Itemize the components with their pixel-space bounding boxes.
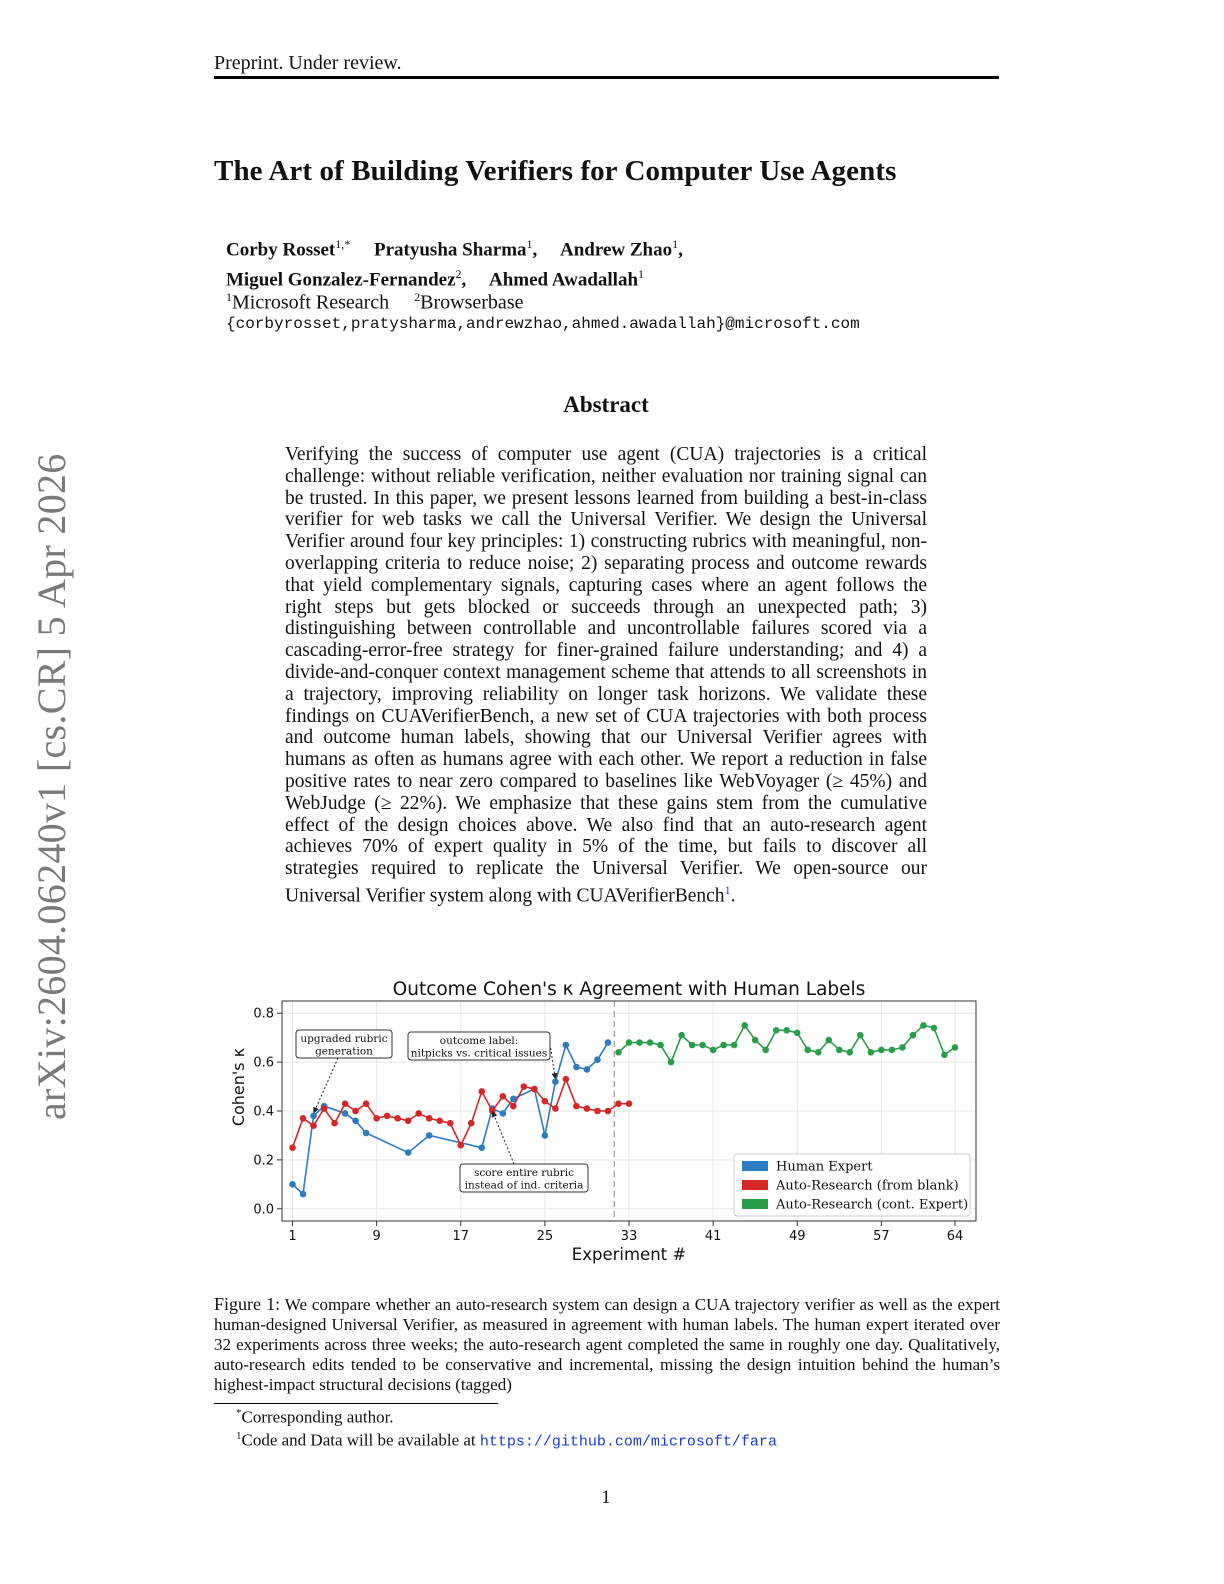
x-tick-label: 33	[620, 1229, 638, 1244]
abstract-heading: Abstract	[563, 392, 649, 417]
footnote-text: Corresponding author.	[241, 1407, 394, 1427]
data-point	[868, 1049, 875, 1056]
author-affil-mark: 1	[638, 267, 645, 282]
data-point	[563, 1042, 570, 1049]
data-point	[584, 1105, 591, 1112]
data-point	[542, 1132, 549, 1139]
legend-label: Auto-Research (cont. Expert)	[776, 1197, 969, 1213]
data-point	[521, 1083, 528, 1090]
legend-swatch	[742, 1161, 768, 1171]
kappa-chart	[214, 972, 1000, 1272]
data-point	[952, 1044, 959, 1051]
data-point	[804, 1047, 811, 1054]
y-tick-label: 0.8	[253, 1006, 274, 1022]
caption-label: Figure 1:	[214, 1294, 281, 1314]
annotation-text: nitpicks vs. critical issues	[410, 1047, 548, 1060]
data-point	[920, 1022, 927, 1029]
y-axis-label: Cohen's κ	[229, 1047, 248, 1127]
repo-link[interactable]: https://github.com/microsoft/fara	[479, 1433, 777, 1451]
legend-label: Auto-Research (from blank)	[776, 1178, 959, 1194]
data-point	[689, 1042, 696, 1049]
author-name: Corby Rosset	[226, 239, 336, 261]
data-point	[394, 1115, 401, 1122]
data-point	[405, 1117, 412, 1124]
x-tick-label: 57	[873, 1229, 890, 1244]
data-point	[825, 1037, 832, 1044]
data-point	[626, 1039, 633, 1046]
author-affil-mark: 2	[455, 267, 462, 282]
data-point	[836, 1047, 843, 1054]
author-name: Ahmed Awadallah	[488, 269, 639, 291]
data-point	[878, 1047, 885, 1054]
data-point	[857, 1032, 864, 1039]
annotation-text: instead of ind. criteria	[464, 1179, 584, 1192]
arxiv-identifier: arXiv:2604.06240v1 [cs.CR] 5 Apr 2026	[29, 453, 74, 1120]
x-tick-label: 25	[536, 1229, 554, 1244]
data-point	[352, 1108, 359, 1115]
footnote-mark: 1	[236, 1430, 242, 1442]
x-tick-label: 1	[288, 1229, 297, 1244]
header-rule	[214, 76, 999, 79]
data-point	[773, 1027, 780, 1034]
y-tick-label: 0.2	[253, 1153, 274, 1169]
abstract-body: Verifying the success of computer use agent (CUA) trajectories is a critical challenge: without reliable verification, neither evaluation nor training signal can be trusted. In this paper, we present lessons learned from building a best-in-class verifier for web tasks we call the Universal Verifier. We design the Universal Verifier around four key principles: 1) constructing rubrics with meaningful, non-overlapping criteria to reduce noise; 2) separating process and outcome rewards that yield complementary signals, capturing cases where an agent follows the right steps but gets blocked or succeeds through an unexpected path; 3) distinguishing between controllable and uncontrollable failures scored via a cascading-error-free strategy for finer-grained failure understanding; and 4) a divide-and-conquer context management scheme that attends to all screenshots in a trajectory, improving reliability on longer task horizons. We validate these findings on CUAVerifierBench, a new set of CUA trajectories with both process and outcome human labels, showing that our Universal Verifier agrees with humans as often as humans agree with each other. We report a reduction in false positive rates to near zero compared to baselines like WebVoyager (≥ 45%) and WebJudge (≥ 22%). We emphasize that these gains stem from the cumulative effect of the design choices above. We also find that an auto-research agent achieves 70% of expert quality in 5% of the time, but fails to discover all strategies required to replicate the Universal Verifier. We open-source our Universal Verifier system along with CUAVerifierBench$^1$.	[285, 444, 927, 907]
footnote-code	[236, 1430, 777, 1451]
data-point	[699, 1042, 706, 1049]
affil-mark: 1	[226, 290, 232, 304]
page-number: 1	[601, 1487, 611, 1508]
legend-label: Human Expert	[776, 1159, 873, 1175]
data-point	[510, 1103, 517, 1110]
data-point	[657, 1042, 664, 1049]
affil-mark: 2	[414, 290, 421, 304]
data-point	[478, 1088, 485, 1095]
data-point	[731, 1042, 738, 1049]
data-point	[447, 1120, 454, 1127]
data-point	[573, 1064, 580, 1071]
footnote-corresponding	[236, 1407, 394, 1428]
data-point	[626, 1100, 633, 1107]
author-affil-mark: 1,*	[335, 237, 351, 251]
x-tick-label: 17	[452, 1229, 470, 1244]
data-point	[910, 1032, 917, 1039]
data-point	[605, 1108, 612, 1115]
data-point	[752, 1037, 759, 1044]
data-point	[815, 1049, 822, 1056]
y-tick-label: 0.6	[253, 1055, 274, 1071]
data-point	[500, 1093, 507, 1100]
data-point	[331, 1120, 338, 1127]
affiliation: Browserbase	[420, 291, 524, 314]
data-point	[363, 1130, 370, 1137]
author-line-1: Corby Rosset$^{1,*}$ Pratyusha Sharma$^1$, Andrew Zhao$^1$,	[226, 237, 683, 261]
author-name: Andrew Zhao	[560, 239, 673, 261]
data-point	[741, 1022, 748, 1029]
footnote-text: Code and Data will be available at	[241, 1430, 480, 1450]
author-emails: {corbyrosset,pratysharma,andrewzhao,ahmed.awadallah}@microsoft.com	[226, 315, 860, 333]
data-point	[310, 1122, 317, 1129]
x-tick-label: 9	[372, 1229, 381, 1244]
data-point	[552, 1078, 559, 1085]
affiliation: Microsoft Research	[232, 291, 390, 314]
footnote-link[interactable]: 1	[724, 882, 731, 897]
data-point	[352, 1117, 359, 1124]
caption-text: We compare whether an auto-research system can design a CUA trajectory verifier as well as the expert human-designed Universal Verifier, as measured in agreement with human labels. The human expert iterated over 32 experiments across three weeks; the auto-research agent completed the same in roughly one day. Qualitatively, auto-research edits tended to be conservative and incremental, missing the design intuition behind the human’s highest-impact structural decisions (tagged)	[214, 1295, 1001, 1394]
data-point	[426, 1115, 433, 1122]
data-point	[300, 1191, 307, 1198]
author-name: Miguel Gonzalez-Fernandez	[226, 269, 456, 291]
data-point	[321, 1105, 328, 1112]
annotation-text: outcome label:	[439, 1035, 519, 1047]
author-affil-mark: 1	[526, 237, 533, 251]
data-point	[563, 1076, 570, 1083]
annotation-arrow	[492, 1111, 514, 1164]
running-head: Preprint. Under review.	[214, 52, 402, 74]
author-affil-mark: 1	[672, 237, 679, 251]
legend-swatch	[742, 1199, 768, 1209]
y-tick-label: 0.4	[253, 1104, 274, 1120]
data-point	[783, 1027, 790, 1034]
data-point	[899, 1044, 906, 1051]
y-tick-label: 0.0	[253, 1202, 274, 1218]
footnote-mark: *	[236, 1407, 242, 1419]
paper-title: The Art of Building Verifiers for Computer Use Agents	[214, 155, 897, 187]
data-point	[542, 1098, 549, 1105]
data-point	[363, 1100, 370, 1107]
data-point	[436, 1117, 443, 1124]
affiliations	[226, 290, 523, 315]
data-point	[573, 1103, 580, 1110]
data-point	[468, 1120, 475, 1127]
data-point	[647, 1039, 654, 1046]
series-group	[615, 1022, 958, 1065]
data-point	[594, 1056, 601, 1063]
data-point	[531, 1086, 538, 1093]
x-tick-label: 41	[704, 1229, 722, 1244]
data-point	[289, 1144, 296, 1151]
annotation-text: score entire rubric	[473, 1167, 575, 1179]
abstract-text: Verifying the success of computer use agent (CUA) trajectories is a critical challenge: without reliable verification, neither evaluation nor training signal can be trusted. In this paper, we present lessons learned from building a best-in-class verifier for web tasks we call the Universal Verifier. We design the Universal Verifier around four key principles: 1) constructing rubrics with meaningful, non-overlapping criteria to reduce noise; 2) separating process and outcome rewards that yield complementary signals, capturing cases where an agent follows the right steps but gets blocked or succeeds through an unexpected path; 3) distinguishing between controllable and uncontrollable failures scored via a cascading-error-free strategy for finer-grained failure understanding; and 4) a divide-and-conquer context management scheme that attends to all screenshots in a trajectory, improving reliability on longer task horizons. We validate these findings on CUAVerifierBench, a new set of CUA trajectories with both process and outcome human labels, showing that our Universal Verifier agrees with humans as often as humans agree with each other. We report a reduction in false positive rates to near zero compared to baselines like WebVoyager (≥ 45%) and WebJudge (≥ 22%). We emphasize that these gains stem from the cumulative effect of the design choices above. We also find that an auto-research agent achieves 70% of expert quality in 5% of the time, but fails to discover all strategies required to replicate the Universal Verifier. We open-source our Universal Verifier system along with CUAVerifierBench	[285, 444, 927, 907]
data-point	[710, 1047, 717, 1054]
data-point	[720, 1042, 727, 1049]
author-name: Pratyusha Sharma	[374, 239, 527, 261]
data-point	[941, 1051, 948, 1058]
data-point	[384, 1113, 391, 1120]
data-point	[342, 1100, 349, 1107]
data-point	[342, 1110, 349, 1117]
data-point	[615, 1100, 622, 1107]
data-point	[847, 1049, 854, 1056]
data-point	[426, 1132, 433, 1139]
data-point	[636, 1039, 643, 1046]
data-point	[289, 1181, 296, 1188]
data-point	[415, 1110, 422, 1117]
data-point	[931, 1025, 938, 1032]
data-point	[605, 1039, 612, 1046]
data-point	[373, 1115, 380, 1122]
chart-legend	[734, 1154, 970, 1216]
data-point	[310, 1113, 317, 1120]
data-point	[615, 1049, 622, 1056]
x-tick-label: 64	[946, 1229, 964, 1244]
x-axis-label: Experiment #	[571, 1245, 687, 1264]
data-point	[405, 1149, 412, 1156]
data-point	[457, 1142, 464, 1149]
data-point	[584, 1066, 591, 1073]
data-point	[889, 1047, 896, 1054]
data-point	[478, 1144, 485, 1151]
data-point	[762, 1047, 769, 1054]
author-list	[226, 232, 683, 293]
figure-caption	[214, 1294, 1000, 1395]
annotation-text: generation	[315, 1045, 373, 1058]
data-point	[300, 1115, 307, 1122]
chart-title: Outcome Cohen's κ Agreement with Human Labels	[392, 979, 866, 1000]
data-point	[500, 1110, 507, 1117]
legend-swatch	[742, 1180, 768, 1190]
data-point	[794, 1029, 801, 1036]
data-point	[678, 1032, 685, 1039]
footnote-rule	[214, 1403, 498, 1404]
author-line-2: Miguel Gonzalez-Fernandez$^2$, Ahmed Awadallah$^1$	[226, 267, 645, 291]
data-point	[668, 1059, 675, 1066]
annotation-text: upgraded rubric	[300, 1033, 388, 1045]
data-point	[552, 1105, 559, 1112]
data-point	[594, 1108, 601, 1115]
x-tick-label: 49	[788, 1229, 806, 1244]
